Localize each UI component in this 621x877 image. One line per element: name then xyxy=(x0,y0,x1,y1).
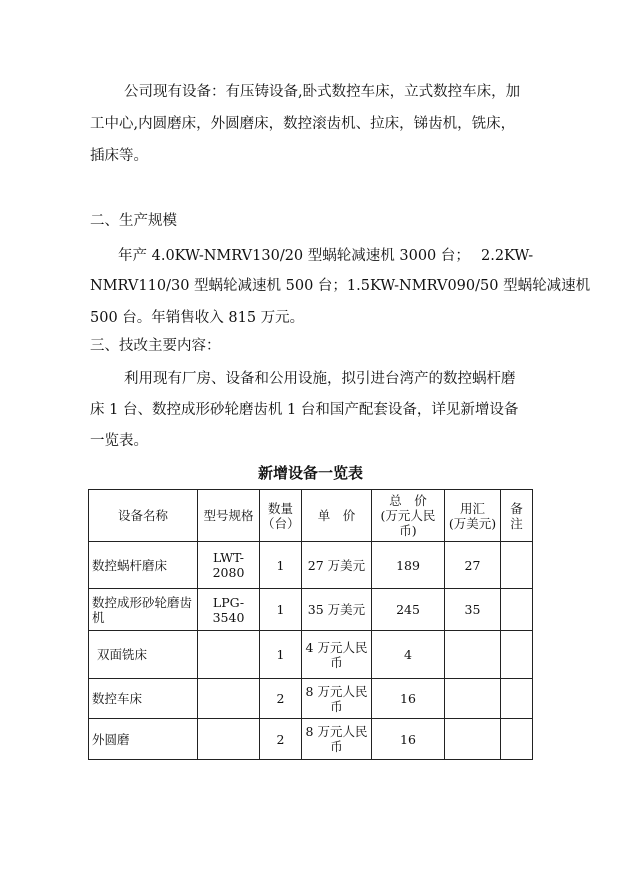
equipment-line-2: 工中心,内圆磨床，外圆磨床，数控滚齿机、拉床，锑齿机，铣床， xyxy=(90,116,516,132)
cell-name: 数控成形砂轮磨齿机 xyxy=(89,589,198,631)
cell-total: 4 xyxy=(372,631,445,679)
cell-forex xyxy=(445,679,501,719)
table-row xyxy=(89,631,533,679)
cell-qty: 1 xyxy=(260,589,302,631)
cell-unit-price: 35 万美元 xyxy=(302,589,372,631)
header-forex: 用汇 (万美元) xyxy=(445,490,501,542)
cell-unit-price: 4 万元人民币 xyxy=(302,631,372,679)
production-line-3: 500 台。年销售收入 815 万元。 xyxy=(90,310,305,326)
cell-unit-price: 8 万元人民币 xyxy=(302,679,372,719)
cell-model xyxy=(198,719,260,760)
table-row xyxy=(89,542,533,589)
cell-total: 245 xyxy=(372,589,445,631)
table-title: 新增设备一览表 xyxy=(257,464,363,482)
table-row xyxy=(89,679,533,719)
cell-name: 数控车床 xyxy=(89,679,198,719)
cell-unit-price: 27 万美元 xyxy=(302,542,372,589)
production-line-2: NMRV110/30 型蜗轮减速机 500 台；1.5KW-NMRV090/50 型蜗轮减速机 xyxy=(90,278,591,294)
header-qty: 数量 （台） xyxy=(260,490,302,542)
cell-model xyxy=(198,631,260,679)
header-model: 型号规格 xyxy=(198,490,260,542)
cell-model: LPG-3540 xyxy=(198,589,260,631)
header-total: 总 价 (万元人民币) xyxy=(372,490,445,542)
cell-model xyxy=(198,679,260,719)
cell-qty: 1 xyxy=(260,542,302,589)
section2-heading: 二、生产规模 xyxy=(90,213,177,229)
cell-qty: 2 xyxy=(260,719,302,760)
cell-remark xyxy=(501,589,533,631)
production-line-1-tail: 2.2KW- xyxy=(481,248,534,264)
table-header-row xyxy=(89,490,533,542)
cell-remark xyxy=(501,679,533,719)
cell-qty: 2 xyxy=(260,679,302,719)
cell-forex: 35 xyxy=(445,589,501,631)
cell-name: 外圆磨 xyxy=(89,719,198,760)
cell-forex xyxy=(445,631,501,679)
table-row xyxy=(89,719,533,760)
cell-model: LWT-2080 xyxy=(198,542,260,589)
cell-forex: 27 xyxy=(445,542,501,589)
cell-name: 双面铣床 xyxy=(89,631,198,679)
cell-unit-price: 8 万元人民币 xyxy=(302,719,372,760)
header-unit-price: 单 价 xyxy=(302,490,372,542)
tech-line-2: 床 1 台、数控成形砂轮磨齿机 1 台和国产配套设备，详见新增设备 xyxy=(90,402,519,418)
equipment-table xyxy=(88,489,533,760)
cell-remark xyxy=(501,631,533,679)
cell-forex xyxy=(445,719,501,760)
equipment-line-3: 插床等。 xyxy=(90,148,148,164)
header-name: 设备名称 xyxy=(89,490,198,542)
cell-qty: 1 xyxy=(260,631,302,679)
cell-name: 数控蜗杆磨床 xyxy=(89,542,198,589)
cell-total: 16 xyxy=(372,719,445,760)
section3-heading: 三、技改主要内容： xyxy=(90,338,221,354)
cell-total: 189 xyxy=(372,542,445,589)
cell-total: 16 xyxy=(372,679,445,719)
production-line-1: 年产 4.0KW-NMRV130/20 型蜗轮减速机 3000 台； xyxy=(118,248,470,264)
tech-line-3: 一览表。 xyxy=(90,433,148,449)
header-remark: 备 注 xyxy=(501,490,533,542)
table-row xyxy=(89,589,533,631)
cell-remark xyxy=(501,542,533,589)
tech-line-1: 利用现有厂房、设备和公用设施，拟引进台湾产的数控蜗杆磨 xyxy=(124,371,516,387)
cell-remark xyxy=(501,719,533,760)
equipment-line-1: 公司现有设备：有压铸设备,卧式数控车床，立式数控车床，加 xyxy=(124,84,521,100)
